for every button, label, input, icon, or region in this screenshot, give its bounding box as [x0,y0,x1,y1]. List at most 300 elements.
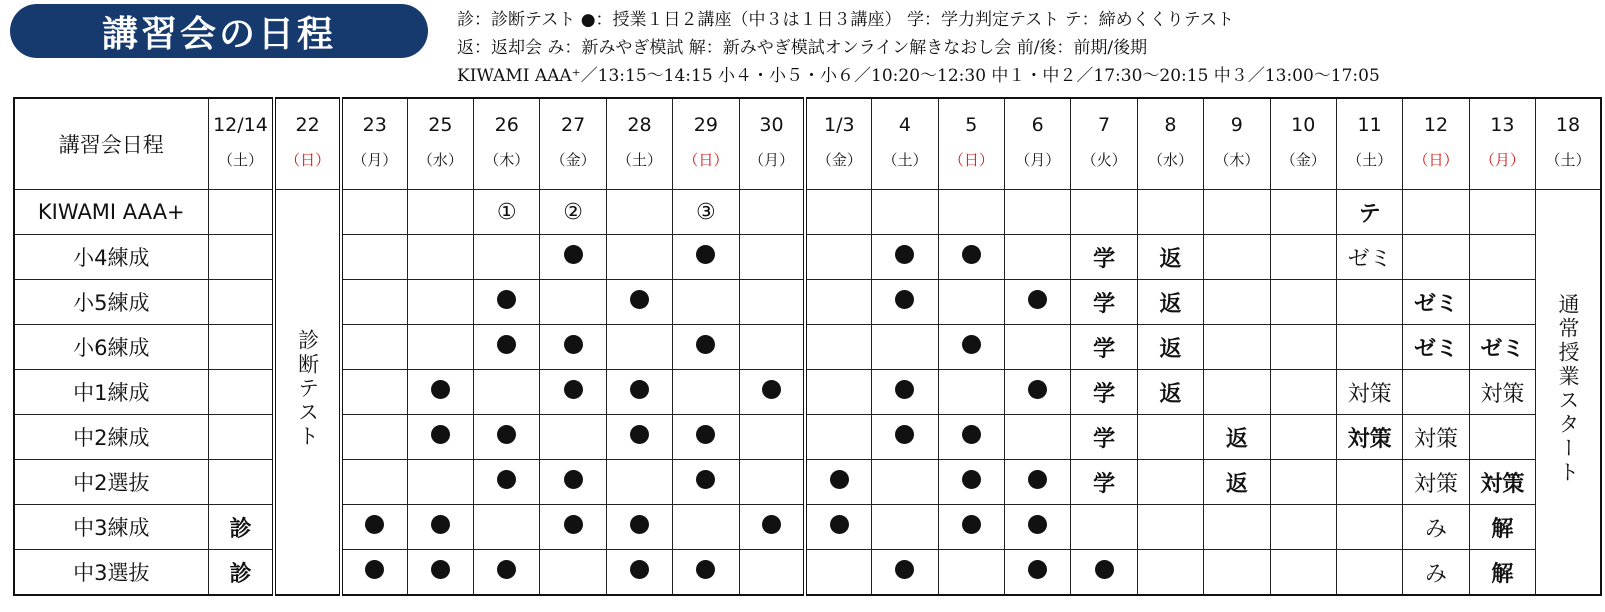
schedule-cell [938,550,1004,596]
weekday: （月） [748,151,794,169]
schedule-cell [1071,190,1137,235]
schedule-cell [872,190,938,235]
schedule-cell [1137,550,1203,596]
schedule-cell [1469,370,1535,415]
class-dot-icon [1028,560,1047,579]
schedule-cell [208,190,274,235]
schedule-cell [540,505,606,550]
table-row [14,190,1601,235]
date-number: 18 [1555,114,1581,136]
schedule-cell [1403,460,1469,505]
schedule-cell [673,505,739,550]
schedule-cell [872,325,938,370]
date-header [1403,98,1469,190]
schedule-cell [673,370,739,415]
schedule-cell [540,325,606,370]
schedule-cell [208,235,274,280]
row-label: 小4練成 [14,235,208,280]
schedule-cell [474,370,540,415]
schedule-cell [474,235,540,280]
cell-text: 解 [1491,516,1514,542]
date-header [938,98,1004,190]
class-dot-icon [564,335,583,354]
class-dot-icon [1028,515,1047,534]
date-header [606,98,672,190]
schedule-cell [1403,370,1469,415]
schedule-cell [1204,370,1270,415]
class-dot-icon [365,560,384,579]
schedule-cell [606,235,672,280]
row-label: 中3選抜 [14,550,208,596]
schedule-cell [1469,460,1535,505]
cell-text: 解 [1491,561,1514,587]
schedule-cell [1270,505,1336,550]
schedule-cell [1469,505,1535,550]
diagnostic-test-column [274,190,340,596]
schedule-cell [341,460,407,505]
weekday: （土） [1347,151,1393,169]
schedule-cell [1137,370,1203,415]
schedule-cell [1336,415,1402,460]
schedule-cell [606,280,672,325]
schedule-cell [606,325,672,370]
schedule-cell [474,325,540,370]
date-header [1204,98,1270,190]
class-dot-icon [564,380,583,399]
cell-text: ② [563,199,583,225]
date-number: 5 [965,114,978,136]
cell-text: 診 [229,516,252,542]
schedule-cell [606,370,672,415]
cell-text: 対策 [1413,426,1458,452]
class-dot-icon [630,515,649,534]
schedule-cell [1469,415,1535,460]
schedule-cell [1336,550,1402,596]
cell-text: み [1424,516,1447,542]
weekday: （水） [1147,151,1193,169]
schedule-cell [938,280,1004,325]
class-dot-icon [696,425,715,444]
schedule-cell [1204,460,1270,505]
schedule-cell [1005,235,1071,280]
schedule-cell [474,415,540,460]
date-header [1270,98,1336,190]
schedule-cell [474,550,540,596]
date-number: 23 [362,114,387,136]
schedule-cell [739,550,805,596]
schedule-cell [1403,325,1469,370]
schedule-cell [1270,190,1336,235]
weekday: （月） [1015,151,1061,169]
class-dot-icon [564,245,583,264]
schedule-cell [1071,235,1137,280]
class-dot-icon [431,560,450,579]
row-label: 中1練成 [14,370,208,415]
schedule-cell [606,460,672,505]
schedule-cell [805,280,871,325]
class-dot-icon [1028,380,1047,399]
schedule-cell [739,325,805,370]
schedule-cell [739,190,805,235]
schedule-cell [673,235,739,280]
schedule-cell [341,190,407,235]
class-dot-icon [762,515,781,534]
cell-text: ゼミ [1413,336,1458,362]
class-dot-icon [895,245,914,264]
cell-text: ③ [695,199,716,225]
schedule-cell [1403,415,1469,460]
weekday: （土） [882,151,928,169]
date-number: 8 [1164,114,1177,136]
schedule-cell [1005,550,1071,596]
date-header [474,98,540,190]
schedule-cell [1336,280,1402,325]
weekday: （金） [1280,151,1326,169]
schedule-cell [805,235,871,280]
date-header [673,98,739,190]
class-dot-icon [1028,470,1047,489]
schedule-cell [208,460,274,505]
cell-text: 学 [1093,291,1116,317]
date-header [1005,98,1071,190]
schedule-cell [208,370,274,415]
schedule-cell [1071,460,1137,505]
schedule-cell [1403,190,1469,235]
schedule-cell [739,460,805,505]
date-header [1536,98,1601,190]
class-dot-icon [762,380,781,399]
class-dot-icon [830,470,849,489]
class-dot-icon [895,425,914,444]
cell-text: 診 [229,561,252,587]
schedule-cell [1270,550,1336,596]
schedule-cell [208,280,274,325]
schedule-cell [805,370,871,415]
legend-line-3: KIWAMI AAA⁺／13:15〜14:15 小４・小５・小６／10:20〜12:30 中１・中２／17:30〜20:15 中３／13:00〜17:05 [457,66,1380,86]
schedule-cell [1137,190,1203,235]
cell-text: ① [496,199,517,225]
row-label: 中3練成 [14,505,208,550]
schedule-cell [407,280,473,325]
schedule-cell [208,505,274,550]
weekday: （日） [948,151,994,169]
class-dot-icon [895,290,914,309]
weekday: （木） [1214,151,1260,169]
date-header [1469,98,1535,190]
schedule-cell [341,325,407,370]
date-header [274,98,340,190]
schedule-cell [673,325,739,370]
schedule-cell [805,505,871,550]
schedule-cell [1204,235,1270,280]
class-dot-icon [830,515,849,534]
class-dot-icon [1095,560,1114,579]
legend [457,6,1380,90]
schedule-cell [673,190,739,235]
schedule-cell [1137,280,1203,325]
cell-text: 学 [1093,336,1116,362]
class-dot-icon [630,560,649,579]
table-row [14,325,1601,370]
schedule-cell [938,460,1004,505]
schedule-table [13,97,1602,596]
class-dot-icon [895,560,914,579]
schedule-cell [805,550,871,596]
schedule-cell [938,415,1004,460]
schedule-cell [1137,505,1203,550]
schedule-cell [1071,280,1137,325]
schedule-cell [1204,550,1270,596]
schedule-cell [938,370,1004,415]
weekday: （水） [417,151,463,169]
schedule-cell [1270,280,1336,325]
schedule-cell [938,190,1004,235]
schedule-cell [1005,325,1071,370]
schedule-cell [1336,325,1402,370]
schedule-cell [208,415,274,460]
schedule-cell [1469,190,1535,235]
class-dot-icon [564,470,583,489]
class-dot-icon [431,380,450,399]
schedule-cell [1270,370,1336,415]
weekday: （火） [1081,151,1127,169]
schedule-cell [341,235,407,280]
schedule-cell [407,415,473,460]
schedule-cell [739,280,805,325]
schedule-cell [1204,415,1270,460]
date-header [739,98,805,190]
schedule-cell [1137,415,1203,460]
schedule-cell [1469,550,1535,596]
class-dot-icon [962,335,981,354]
table-row [14,280,1601,325]
schedule-cell [872,370,938,415]
class-dot-icon [962,425,981,444]
weekday: （日） [683,151,729,169]
schedule-cell [474,190,540,235]
schedule-cell [606,415,672,460]
table-row [14,550,1601,596]
class-dot-icon [630,425,649,444]
schedule-cell [1403,550,1469,596]
schedule-cell [1137,460,1203,505]
date-header [1071,98,1137,190]
schedule-cell [673,280,739,325]
schedule-cell [407,190,473,235]
schedule-cell [805,415,871,460]
date-number: 6 [1031,114,1044,136]
cell-text: 返 [1159,246,1182,272]
cell-text: 対策 [1347,426,1392,452]
row-label: 小6練成 [14,325,208,370]
schedule-cell [739,370,805,415]
schedule-cell [872,550,938,596]
schedule-cell [1403,235,1469,280]
weekday: （土） [217,151,263,169]
schedule-cell [739,505,805,550]
schedule-cell [1336,190,1402,235]
schedule-cell [1270,415,1336,460]
cell-text: 対策 [1480,471,1525,497]
cell-text: 対策 [1413,471,1458,497]
schedule-cell [1204,280,1270,325]
schedule-cell [341,280,407,325]
schedule-cell [872,415,938,460]
table-row [14,460,1601,505]
class-dot-icon [962,245,981,264]
class-dot-icon [431,515,450,534]
schedule-cell [407,235,473,280]
schedule-cell [407,325,473,370]
cell-text: 返 [1225,471,1248,497]
schedule-cell [805,460,871,505]
schedule-cell [673,460,739,505]
date-number: 25 [428,114,453,136]
class-dot-icon [895,380,914,399]
date-number: 10 [1291,114,1316,136]
date-header [872,98,938,190]
schedule-cell [1270,235,1336,280]
schedule-cell [938,505,1004,550]
schedule-cell [606,505,672,550]
schedule-cell [1469,280,1535,325]
class-dot-icon [696,245,715,264]
cell-text: ゼミ [1480,336,1525,362]
cell-text: 学 [1093,471,1116,497]
schedule-cell [673,415,739,460]
date-header-row [14,98,1601,190]
schedule-cell [805,325,871,370]
row-label: 中2練成 [14,415,208,460]
schedule-cell [1403,280,1469,325]
corner-label: 講習会日程 [14,98,208,190]
schedule-cell [1336,505,1402,550]
schedule-cell [341,550,407,596]
schedule-cell [1204,190,1270,235]
schedule-cell [540,370,606,415]
date-number: 9 [1230,114,1243,136]
cell-text: 返 [1159,336,1182,362]
date-number: 28 [627,114,652,136]
diagnostic-test-label: 診断テスト [295,329,320,449]
cell-text: み [1424,561,1447,587]
class-dot-icon [497,470,516,489]
class-dot-icon [962,470,981,489]
schedule-cell [208,550,274,596]
schedule-cell [540,415,606,460]
class-dot-icon [365,515,384,534]
table-row [14,235,1601,280]
date-number: 4 [898,114,912,136]
cell-text: 対策 [1480,381,1525,407]
schedule-cell [1137,325,1203,370]
schedule-cell [938,325,1004,370]
schedule-cell [1071,325,1137,370]
schedule-cell [739,415,805,460]
schedule-cell [208,325,274,370]
date-number: 12 [1423,114,1449,136]
date-number: 26 [494,114,519,136]
schedule-cell [540,280,606,325]
schedule-cell [1005,460,1071,505]
weekday: （日） [285,151,331,169]
class-dot-icon [696,470,715,489]
date-header [208,98,274,190]
schedule-cell [1270,325,1336,370]
schedule-cell [606,190,672,235]
schedule-cell [1270,460,1336,505]
schedule-cell [1005,505,1071,550]
class-dot-icon [431,425,450,444]
schedule-cell [872,235,938,280]
schedule-cell [938,235,1004,280]
class-dot-icon [696,335,715,354]
date-number: 7 [1098,114,1111,136]
cell-text: 返 [1159,381,1182,407]
schedule-cell [805,190,871,235]
schedule-cell [1403,505,1469,550]
date-number: 30 [759,114,784,136]
class-dot-icon [696,560,715,579]
row-label: 小5練成 [14,280,208,325]
date-number: 22 [295,114,320,136]
legend-line-1: 診：診断テスト ●：授業１日２講座（中３は１日３講座） 学：学力判定テスト テ：締めくくりテスト [457,10,1235,30]
date-number: 27 [561,114,586,136]
legend-line-2: 返：返却会 み：新みやぎ模試 解：新みやぎ模試オンライン解きなおし会 前/後：前期/後期 [457,38,1148,58]
cell-text: 返 [1159,291,1182,317]
weekday: （月） [1479,151,1525,169]
table-row [14,505,1601,550]
date-header [1137,98,1203,190]
table-row [14,415,1601,460]
schedule-cell [341,505,407,550]
date-header [407,98,473,190]
regular-class-start-label: 通常授業スタート [1556,293,1581,485]
date-number: 11 [1357,114,1382,136]
class-dot-icon [497,425,516,444]
weekday: （土） [1545,151,1591,169]
schedule-cell [1336,460,1402,505]
row-label: 中2選抜 [14,460,208,505]
schedule-cell [1071,550,1137,596]
date-number: 13 [1490,114,1515,136]
schedule-cell [540,460,606,505]
schedule-cell [1137,235,1203,280]
schedule-cell [474,280,540,325]
weekday: （日） [1413,151,1459,169]
class-dot-icon [962,515,981,534]
weekday: （金） [816,151,862,169]
schedule-cell [872,280,938,325]
schedule-cell [1204,505,1270,550]
schedule-cell [407,460,473,505]
class-dot-icon [497,335,516,354]
schedule-cell [1071,370,1137,415]
schedule-cell [540,235,606,280]
cell-text: テ [1358,201,1381,227]
schedule-cell [1469,325,1535,370]
cell-text: 学 [1093,246,1116,272]
cell-text: ゼミ [1413,291,1458,317]
schedule-cell [474,505,540,550]
class-dot-icon [630,380,649,399]
schedule-cell [1005,370,1071,415]
class-dot-icon [497,560,516,579]
weekday: （木） [484,151,530,169]
schedule-cell [673,550,739,596]
schedule-cell [1336,235,1402,280]
schedule-cell [540,550,606,596]
